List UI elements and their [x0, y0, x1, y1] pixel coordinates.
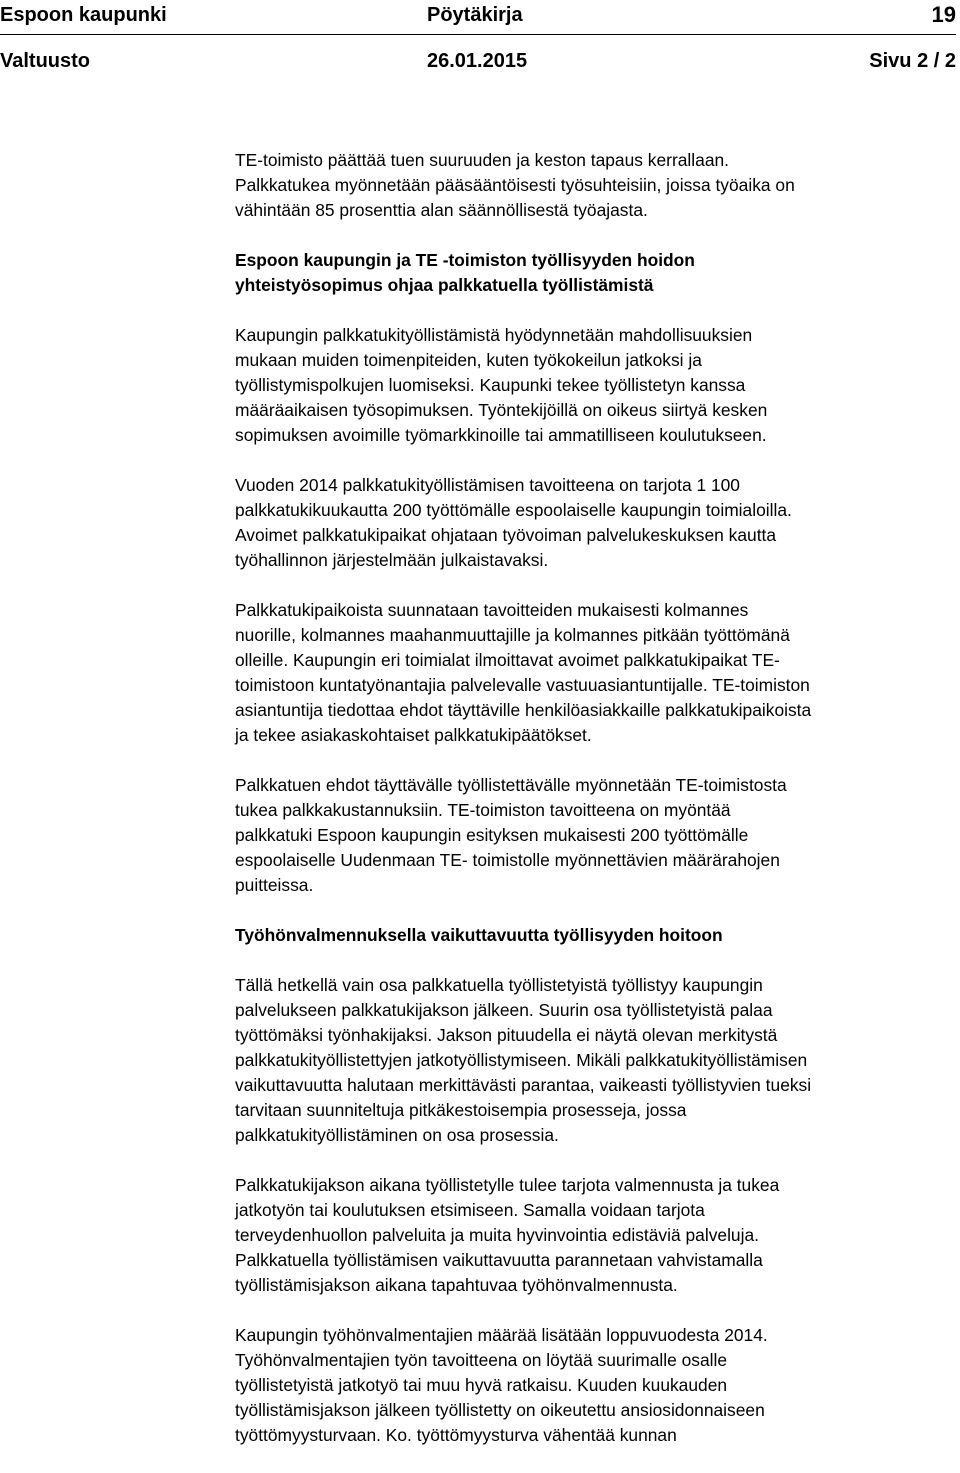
paragraph-line: työllistämisjakson jälkeen työllistetty on oikeutettu ansiosidonnaiseen	[235, 1400, 765, 1420]
section-heading	[235, 248, 960, 298]
paragraph-line: tukea palkkakustannuksiin. TE-toimiston tavoitteena on myöntää	[235, 800, 731, 820]
body-paragraph	[235, 773, 960, 898]
section-heading	[235, 923, 960, 948]
paragraph-line: määräaikaisen työsopimuksen. Työntekijöillä on oikeus siirtyä kesken	[235, 400, 768, 420]
paragraph-line: työhallinnon järjestelmään julkaistavaksi.	[235, 550, 549, 570]
paragraph-line: Palkkatuella työllistämisen vaikuttavuutta parannetaan vahvistamalla	[235, 1250, 763, 1270]
paragraph-line: espoolaiselle Uudenmaan TE- toimistolle myönnettävien määrärahojen	[235, 850, 780, 870]
body-paragraph	[235, 473, 960, 573]
paragraph-line: olleille. Kaupungin eri toimialat ilmoittavat avoimet palkkatukipaikat TE-	[235, 650, 780, 670]
paragraph-line: puitteissa.	[235, 875, 314, 895]
body-paragraph	[235, 323, 960, 448]
paragraph-line: työllistymispolkujen luomiseksi. Kaupunki tekee työllistetyn kanssa	[235, 375, 746, 395]
paragraph-line: palkkatukityöllistäminen on osa prosessia.	[235, 1125, 559, 1145]
header-divider	[0, 34, 956, 35]
paragraph-line: toimistoon kuntatyönantajia palvelevalle vastuuasiantuntijalle. TE-toimiston	[235, 675, 810, 695]
paragraph-line: tarvitaan suunniteltuja pitkäkestoisempia prosesseja, jossa	[235, 1100, 687, 1120]
paragraph-line: työllistetyistä jatkotyö tai muu hyvä ratkaisu. Kuuden kuukauden	[235, 1375, 728, 1395]
paragraph-line: palkkatuki Espoon kaupungin esityksen mukaisesti 200 työttömälle	[235, 825, 749, 845]
body-paragraph	[235, 598, 960, 748]
paragraph-line: Vuoden 2014 palkkatukityöllistämisen tavoitteena on tarjota 1 100	[235, 475, 740, 495]
document-body	[235, 148, 960, 1473]
body-paragraph	[235, 148, 960, 223]
body-paragraph	[235, 1323, 960, 1448]
heading-line: yhteistyösopimus ohjaa palkkatuella työllistämistä	[235, 275, 654, 295]
paragraph-line: Palkkatukijakson aikana työllistetylle tulee tarjota valmennusta ja tukea	[235, 1175, 780, 1195]
header-row-bottom	[0, 46, 956, 76]
paragraph-line: palkkatukityöllistettyjen jatkotyöllistymiseen. Mikäli palkkatukityöllistämisen	[235, 1050, 808, 1070]
paragraph-line: nuorille, kolmannes maahanmuuttajille ja kolmannes pitkään työttömänä	[235, 625, 790, 645]
paragraph-line: Avoimet palkkatukipaikat ohjataan työvoiman palvelukeskuksen kautta	[235, 525, 777, 545]
paragraph-line: Palkkatukea myönnetään pääsääntöisesti työsuhteisiin, joissa työaika on	[235, 175, 795, 195]
header-row-top	[0, 0, 956, 30]
paragraph-line: mukaan muiden toimenpiteiden, kuten työkokeilun jatkoksi ja	[235, 350, 702, 370]
paragraph-line: asiantuntija tiedottaa ehdot täyttäville henkilöasiakkaille palkkatukipaikoista	[235, 700, 812, 720]
paragraph-line: vähintään 85 prosenttia alan säännöllisestä työajasta.	[235, 200, 648, 220]
paragraph-line: terveydenhuollon palveluita ja muita hyvinvointia edistäviä palveluja.	[235, 1225, 759, 1245]
paragraph-line: palvelukseen palkkatukijakson jälkeen. Suurin osa työllistetyistä palaa	[235, 1000, 773, 1020]
heading-line: Työhönvalmennuksella vaikuttavuutta työllisyyden hoitoon	[235, 925, 723, 945]
body-paragraph	[235, 973, 960, 1148]
page-indicator: Sivu 2 / 2	[869, 50, 956, 72]
paragraph-line: sopimuksen avoimille työmarkkinoille tai ammatilliseen koulutukseen.	[235, 425, 767, 445]
document-header	[0, 0, 960, 80]
section-number: 19	[931, 2, 956, 27]
paragraph-line: ja tekee asiakaskohtaiset palkkatukipäätökset.	[235, 725, 592, 745]
heading-line: Espoon kaupungin ja TE -toimiston työllisyyden hoidon	[235, 250, 695, 270]
paragraph-line: vaikuttavuutta halutaan merkittävästi parantaa, vaikeasti työllistyvien tueksi	[235, 1075, 812, 1095]
body-paragraph	[235, 1173, 960, 1298]
paragraph-line: Kaupungin palkkatukityöllistämistä hyödynnetään mahdollisuuksien	[235, 325, 753, 345]
paragraph-line: työttömäksi työnhakijaksi. Jakson pituudella ei näytä olevan merkitystä	[235, 1025, 778, 1045]
paragraph-line: Palkkatukipaikoista suunnataan tavoitteiden mukaisesti kolmannes	[235, 600, 749, 620]
organization-name: Espoon kaupunki	[0, 4, 167, 26]
paragraph-line: palkkatukikuukautta 200 työttömälle espoolaiselle kaupungin toimialoilla.	[235, 500, 792, 520]
meeting-date: 26.01.2015	[427, 50, 528, 72]
paragraph-line: jatkotyön tai koulutuksen etsimiseen. Samalla voidaan tarjota	[235, 1200, 705, 1220]
document-type: Pöytäkirja	[427, 4, 523, 26]
paragraph-line: Kaupungin työhönvalmentajien määrää lisätään loppuvuodesta 2014.	[235, 1325, 768, 1345]
paragraph-line: Tällä hetkellä vain osa palkkatuella työllistetyistä työllistyy kaupungin	[235, 975, 763, 995]
paragraph-line: Työhönvalmentajien työn tavoitteena on löytää suurimalle osalle	[235, 1350, 728, 1370]
paragraph-line: TE-toimisto päättää tuen suuruuden ja keston tapaus kerrallaan.	[235, 150, 729, 170]
governing-body: Valtuusto	[0, 50, 91, 72]
paragraph-line: työttömyysturvaan. Ko. työttömyysturva vähentää kunnan	[235, 1425, 677, 1445]
paragraph-line: työllistämisjakson aikana tapahtuvaa työhönvalmennusta.	[235, 1275, 678, 1295]
paragraph-line: Palkkatuen ehdot täyttävälle työllistettävälle myönnetään TE-toimistosta	[235, 775, 787, 795]
